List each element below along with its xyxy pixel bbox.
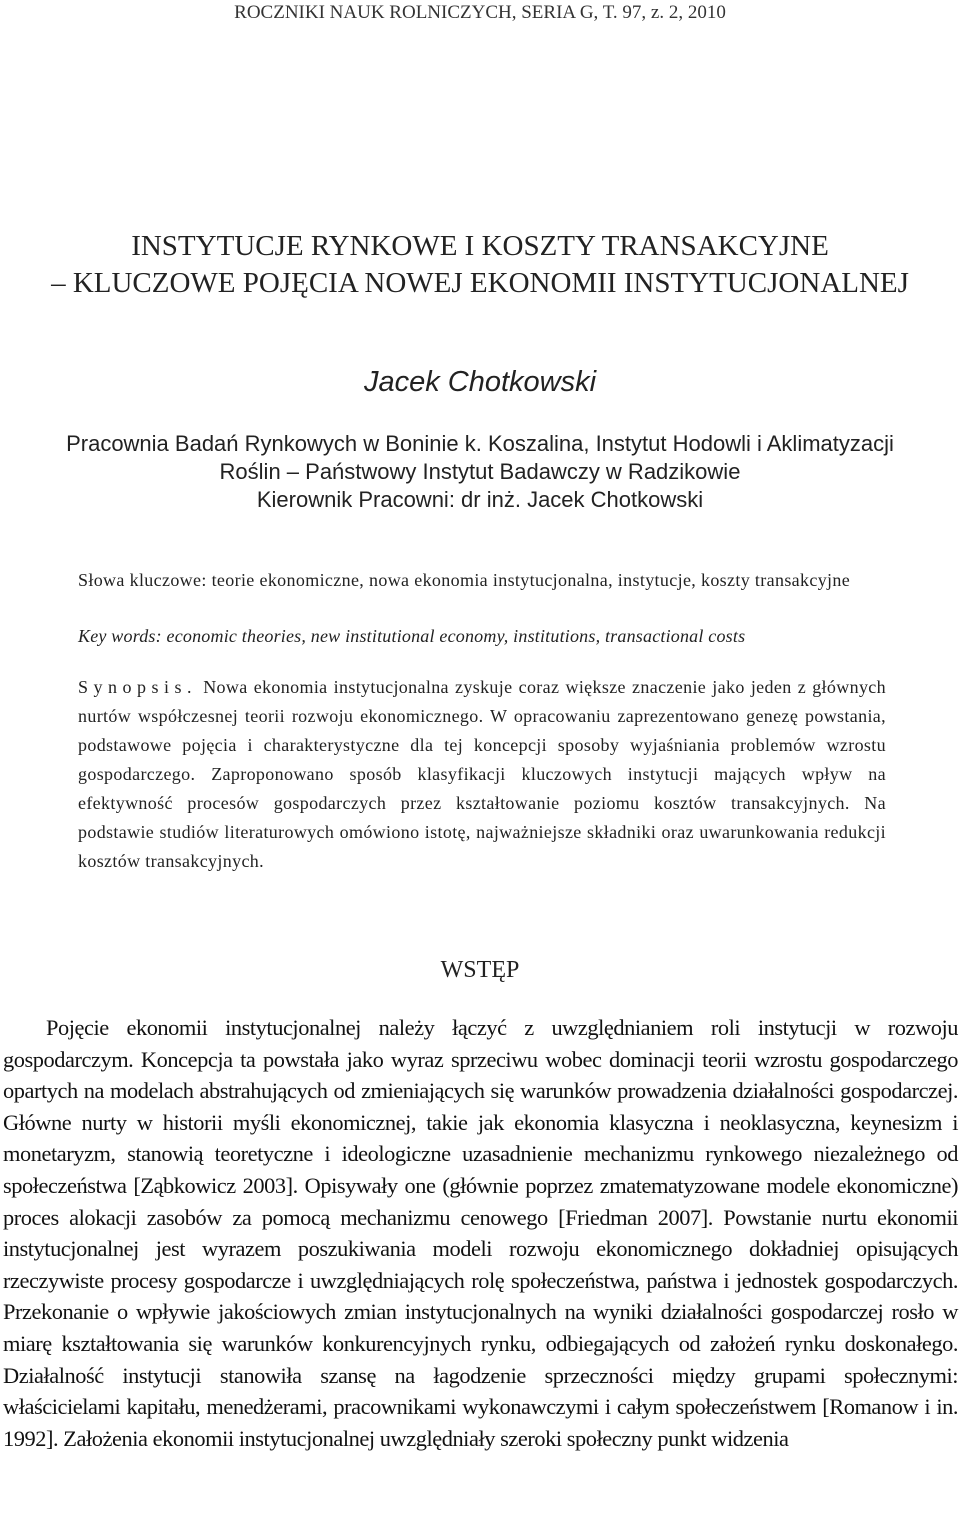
article-title-line-2: – KLUCZOWE POJĘCIA NOWEJ EKONOMII INSTYTUCJONALNEJ: [51, 267, 909, 299]
article-title: [0, 228, 960, 302]
keywords-polish: Słowa kluczowe: teorie ekonomiczne, nowa ekonomia instytucjonalna, instytucje, koszty transakcyjne: [78, 570, 851, 590]
synopsis-text: Nowa ekonomia instytucjonalna zyskuje coraz większe znaczenie jako jeden z głównych nurtów współczesnej teorii rozwoju ekonomicznego. W opracowaniu zaprezentowano genezę powstania, podstawowe pojęcia i charakterystyczne dla tej koncepcji sposoby wyjaśniania problemów wzrostu gospodarczego. Zaproponowano sposób klasyfikacji kluczowych instytucji mających wpływ na efektywność procesów gospodarczych przez kształtowanie poziomu kosztów transakcyjnych. Na podstawie studiów literaturowych omówiono istotę, najważniejsze składniki oraz uwarunkowania redukcji kosztów transakcyjnych.: [78, 677, 886, 871]
affiliation-line-3: Kierownik Pracowni: dr inż. Jacek Chotkowski: [256, 487, 704, 512]
synopsis-label: Synopsis.: [78, 677, 198, 697]
keywords-english: Key words: economic theories, new institutional economy, institutions, transactional costs: [78, 626, 746, 646]
author-affiliation: [0, 430, 960, 514]
affiliation-line-2: Roślin – Państwowy Instytut Badawczy w Radzikowie: [219, 459, 741, 484]
synopsis: [78, 673, 886, 876]
author-name: Jacek Chotkowski: [363, 366, 597, 398]
affiliation-line-1: Pracownia Badań Rynkowych w Boninie k. Koszalina, Instytut Hodowli i Aklimatyzacji: [66, 431, 894, 456]
body-paragraph: Pojęcie ekonomii instytucjonalnej należy łączyć z uwzględnianiem roli instytucji w rozwoju gospodarczym. Koncepcja ta powstała jako wyraz sprzeciwu wobec dominacji teorii wzrostu gospodarczego opartych na modelach abstrahujących od zmieniających się warunków prowadzenia działalności gospodarczej. Główne nurty w historii myśli ekonomicznej, takie jak ekonomia klasyczna i neoklasyczna, keynesizm i monetaryzm, stanowią teoretyczne i ideologiczne uzasadnienie mechanizmu rynkowego niezależnego od społeczeństwa [Ząbkowicz 2003]. Opisywały one (głównie poprzez zmatematyzowane modele ekonomiczne) proces alokacji zasobów za pomocą mechanizmu cenowego [Friedman 2007]. Powstanie nurtu ekonomii instytucjonalnej jest wyrazem poszukiwania modeli rozwoju ekonomicznego dokładniej opisujących rzeczywiste procesy gospodarcze i uwzględniających rolę społeczeństwa, państwa i jednostek gospodarczych. Przekonanie o wpływie jakościowych zmian instytucjonalnych na wyniki działalności gospodarczej rosło w miarę kształtowania się warunków konkurencyjnych rynku, odbiegających od założeń rynku doskonałego. Działalność instytucji stanowiła szansę na łagodzenie sprzeczności między grupami społecznymi: właścicielami kapitału, menedżerami, pracownikami wykonawczymi i całym społeczeństwem [Romanow i in. 1992]. Założenia ekonomii instytucjonalnej uwzględniały szeroki społeczny punkt widzenia: [3, 1015, 958, 1451]
section-heading: WSTĘP: [440, 957, 520, 983]
journal-header: ROCZNIKI NAUK ROLNICZYCH, SERIA G, T. 97, z. 2, 2010: [234, 2, 726, 23]
article-title-line-1: INSTYTUCJE RYNKOWE I KOSZTY TRANSAKCYJNE: [131, 230, 829, 262]
